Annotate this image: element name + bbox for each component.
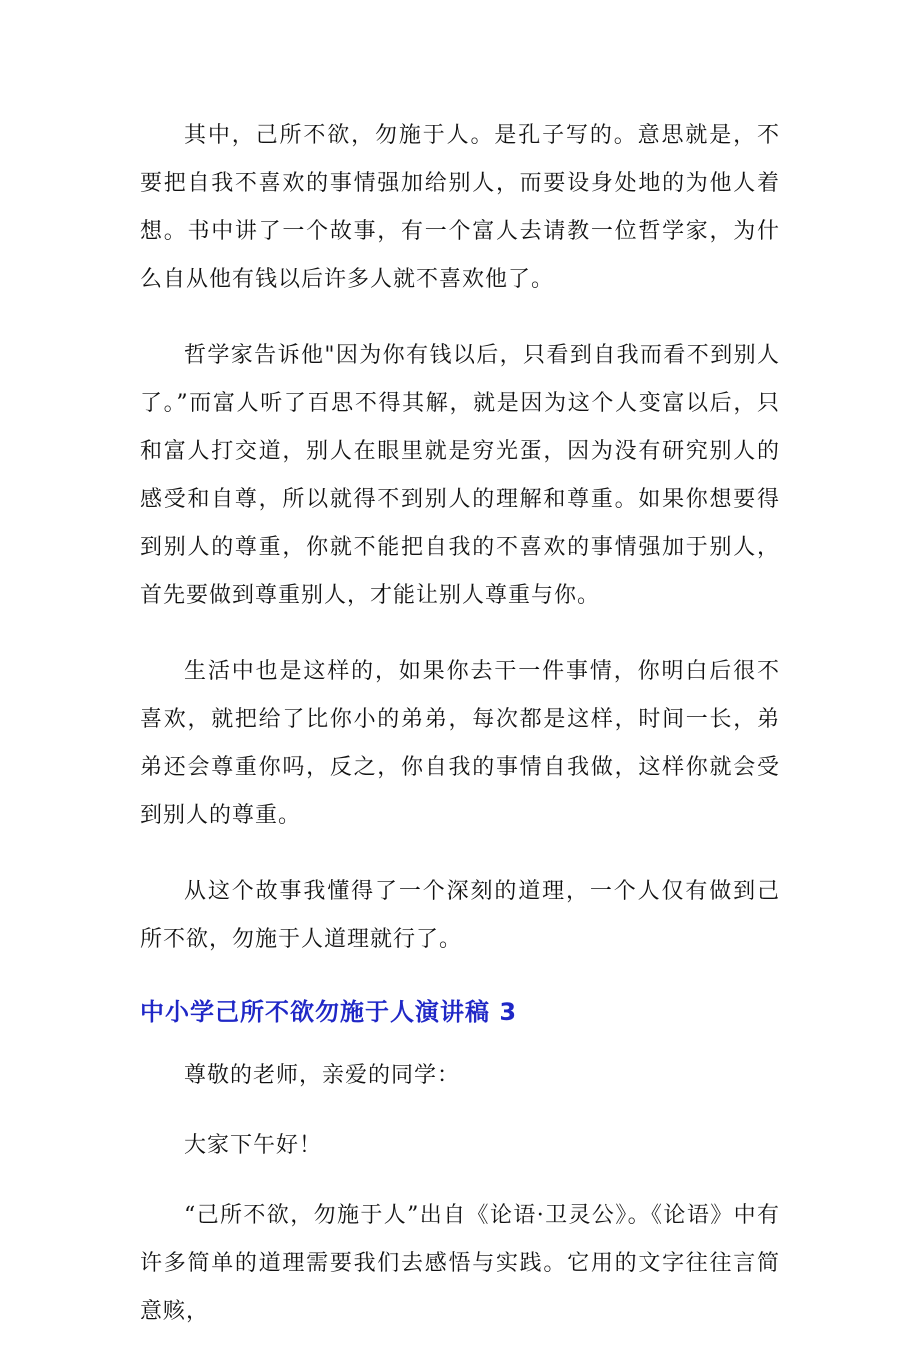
salutation-line: 大家下午好！ [184, 1133, 323, 1158]
document-body [140, 112, 780, 1364]
paragraph-confucius: 其中，己所不欲，勿施于人。是孔子写的。意思就是，不要把自我不喜欢的事情强加给别人，而要设身处地的为他人着想。书中讲了一个故事，有一个富人去请教一位哲学家，为什么自从他有钱以后许多人就不喜欢他了。 [140, 123, 780, 292]
paragraph-philosopher: 哲学家告诉他"因为你有钱以后，只看到自我而看不到别人了。”而富人听了百思不得其解，就是因为这个人变富以后，只和富人打交道，别人在眼里就是穷光蛋，因为没有研究别人的感受和自尊，所以就得不到别人的理解和尊重。如果你想要得到别人的尊重，你就不能把自我的不喜欢的事情强加于别人，首先要做到尊重别人，才能让别人尊重与你。 [140, 343, 780, 608]
paragraph-daily-life: 生活中也是这样的，如果你去干一件事情，你明白后很不喜欢，就把给了比你小的弟弟，每次都是这样，时间一长，弟弟还会尊重你吗，反之，你自我的事情自我做，这样你就会受到别人的尊重。 [140, 659, 780, 828]
greeting-line: 尊敬的老师，亲爱的同学： [184, 1063, 461, 1088]
section-heading: 中小学己所不欲勿施于人演讲稿 3 [140, 998, 518, 1026]
paragraph-analects: “己所不欲，勿施于人”出自《论语·卫灵公》。《论语》中有许多简单的道理需要我们去感悟与实践。它用的文字往往言简意赅， [140, 1203, 780, 1324]
paragraph-conclusion: 从这个故事我懂得了一个深刻的道理，一个人仅有做到己所不欲，勿施于人道理就行了。 [140, 879, 780, 952]
